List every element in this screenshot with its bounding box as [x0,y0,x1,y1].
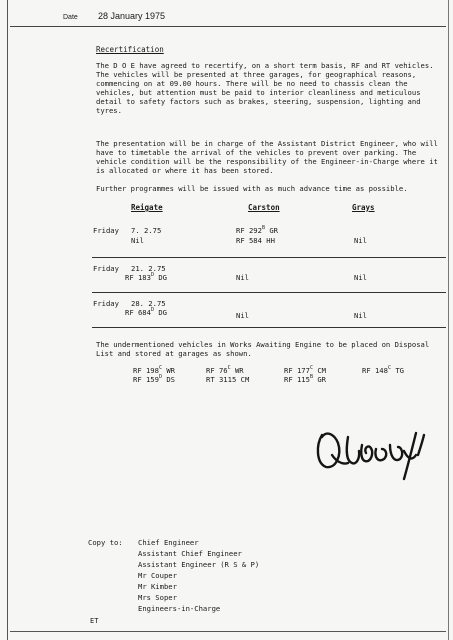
row3-date: 28. 2.75 [131,299,166,308]
row1-carston-vehicle-1: RF $292^B$ GR [236,225,278,235]
copy-recipient: Mr Kimber [138,582,177,591]
row2-grays: Nil [354,273,367,282]
row2-day: Friday [93,264,119,273]
row-divider [92,292,446,293]
date-value: 28 January 1975 [98,11,166,21]
column-head-reigate: Reigate [131,203,163,212]
row2-reigate: RF $183^D$ DG [125,272,167,282]
reference-code: ET [90,617,99,625]
row-divider [92,327,446,328]
disposal-vehicle: RF $177^C$ CM [284,365,326,375]
header-rule [10,26,446,27]
row2-date: 21. 2.75 [131,264,166,273]
disposal-vehicle: RT 3115 CM [206,375,250,384]
copy-recipient: Assistant Chief Engineer [138,549,242,558]
row3-day: Friday [93,299,119,308]
footer-rule [10,631,446,632]
disposal-vehicle: RF $76^C$ WR [206,365,244,375]
column-head-carston: Carston [248,203,280,212]
paragraph-further-programmes: Further programmes will be issued with as much advance time as possible. [96,184,408,193]
copy-recipient: Mrs Soper [138,593,177,602]
paragraph-presentation: The presentation will be in charge of the Assistant District Engineer, who will have to timetable the arrival of the vehicles to prevent over parking. The vehicle condition will be the responsibility of the Engineer-in-Charge where it is allocated or where it has been stored. [96,139,438,175]
copy-to-label: Copy to: [88,538,123,547]
heading: Recertification [96,45,164,54]
row3-carston: Nil [236,311,249,320]
paragraph-recertification: The D O E have agreed to recertify, on a short term basis, RF and RT vehicles. The vehicles will be presented at three garages, for geographical reasons, commencing on at 09.00 hours. There will be no need to chassis clean the vehicles, but attention must be paid to interior cleanliness and meticulous detail to safety factors such as brakes, steering, suspension, lighting and tyres. [96,61,434,115]
column-head-grays: Grays [352,203,375,212]
date-label: Date [63,14,78,21]
row3-grays: Nil [354,311,367,320]
row-divider [92,257,446,258]
handwritten-signature [312,415,437,485]
copy-recipient: Engineers-in-Charge [138,604,221,613]
disposal-vehicle: RF $198^C$ WR [133,365,175,375]
row1-reigate: Nil [131,236,144,245]
page-edge-right [448,0,449,640]
copy-recipient: Mr Couper [138,571,177,580]
copy-recipient: Assistant Engineer (R S & P) [138,560,260,569]
row1-grays: Nil [354,236,367,245]
disposal-note: The undermentioned vehicles in Works Awaiting Engine to be placed on Disposal List and stored at garages as shown. [96,340,430,358]
row1-date: 7. 2.75 [131,226,162,235]
copy-recipient: Chief Engineer [138,538,199,547]
row1-carston-vehicle-2: RF 584 HH [236,236,275,245]
page-edge-left [7,0,8,640]
row2-carston: Nil [236,273,249,282]
disposal-vehicle: RF $115^B$ GR [284,374,326,384]
row3-reigate: RF $684^D$ DG [125,307,167,317]
disposal-vehicle: RF $148^C$ TG [362,365,404,375]
disposal-vehicle: RF $159^D$ DS [133,374,175,384]
row1-day: Friday [93,226,119,235]
